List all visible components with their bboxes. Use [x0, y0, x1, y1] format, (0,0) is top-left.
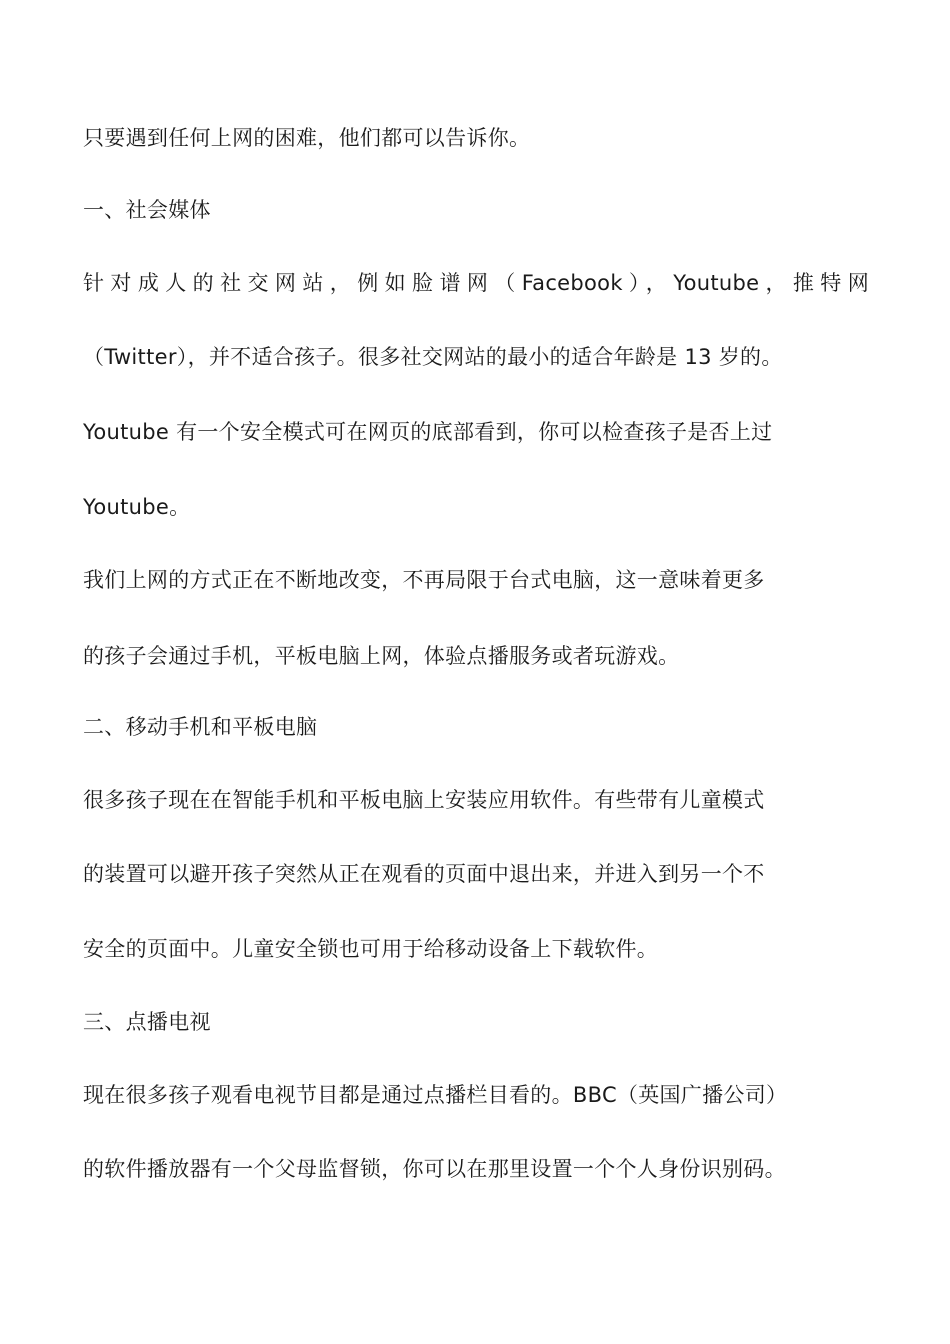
section-heading-on-demand-tv: 三、点播电视 [83, 1010, 211, 1034]
paragraph-line: 的装置可以避开孩子突然从正在观看的页面中退出来，并进入到另一个不 [83, 862, 765, 886]
paragraph-line: Youtube。 [83, 495, 191, 519]
paragraph-line: （Twitter），并不适合孩子。很多社交网站的最小的适合年龄是 13 岁的。 [83, 345, 783, 369]
paragraph-line: 的软件播放器有一个父母监督锁，你可以在那里设置一个个人身份识别码。 [83, 1157, 786, 1181]
paragraph-line: 针对成人的社交网站，例如脸谱网（Facebook），Youtube，推特网 [83, 271, 869, 295]
paragraph-line: 很多孩子现在在智能手机和平板电脑上安装应用软件。有些带有儿童模式 [83, 788, 765, 812]
paragraph-line: 的孩子会通过手机，平板电脑上网，体验点播服务或者玩游戏。 [83, 644, 680, 668]
paragraph-line: 只要遇到任何上网的困难，他们都可以告诉你。 [83, 126, 531, 150]
section-heading-mobile-tablet: 二、移动手机和平板电脑 [83, 715, 318, 739]
section-heading-social-media: 一、社会媒体 [83, 198, 211, 222]
paragraph-line: 现在很多孩子观看电视节目都是通过点播栏目看的。BBC（英国广播公司） [83, 1083, 788, 1107]
paragraph-line: Youtube 有一个安全模式可在网页的底部看到，你可以检查孩子是否上过 [83, 420, 773, 444]
paragraph-line: 我们上网的方式正在不断地改变，不再局限于台式电脑，这一意味着更多 [83, 568, 765, 592]
paragraph-line: 安全的页面中。儿童安全锁也可用于给移动设备上下载软件。 [83, 937, 659, 961]
